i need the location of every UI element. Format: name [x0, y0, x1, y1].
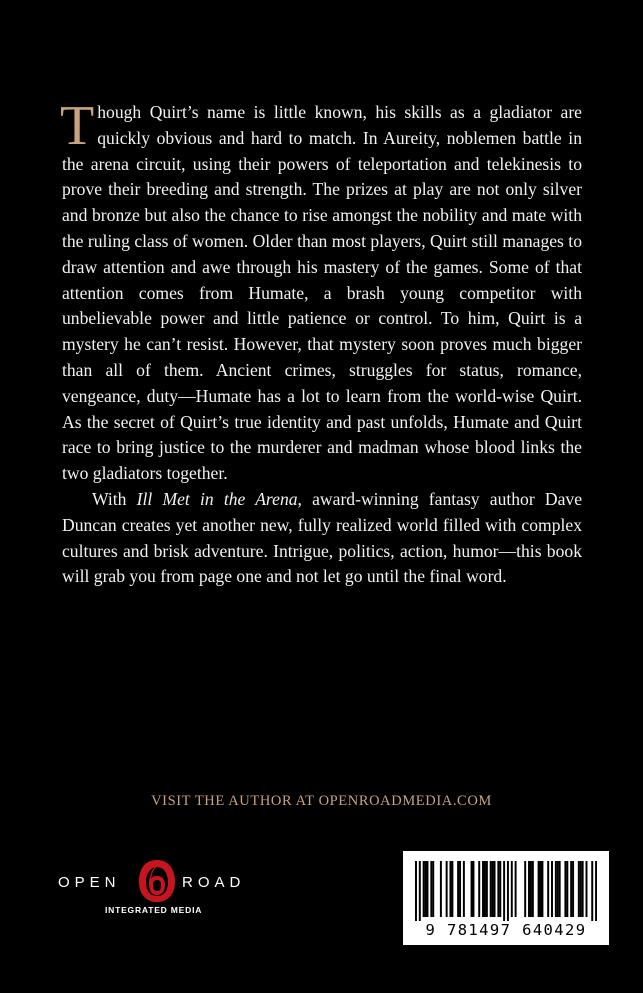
barcode-bar	[471, 861, 473, 917]
barcode-bar	[430, 861, 432, 917]
barcode-bar	[440, 861, 442, 917]
barcode-bar	[570, 861, 572, 917]
blurb-paragraph-2	[62, 487, 582, 590]
barcode-bar	[478, 861, 480, 917]
barcode-bar	[515, 861, 517, 917]
barcode-bar	[423, 861, 425, 917]
barcode-bar	[425, 861, 427, 917]
barcode-bar	[591, 861, 593, 921]
barcode-bar	[497, 861, 499, 917]
barcode-bar	[582, 861, 584, 917]
barcode-bar	[586, 861, 588, 917]
blurb-paragraph-2-prefix: With	[92, 488, 137, 509]
barcode-bar	[492, 861, 494, 917]
barcode-bar	[486, 861, 488, 917]
barcode-bar	[494, 861, 496, 917]
barcode-bar	[564, 861, 566, 917]
barcode-bar	[595, 861, 597, 921]
book-title: Ill Met in the Arena	[136, 488, 298, 509]
barcode-bar	[528, 861, 530, 917]
barcode-bar	[472, 861, 474, 917]
barcode-bar	[451, 861, 453, 917]
barcode-bar	[578, 861, 580, 917]
logo-subtitle: INTEGRATED MEDIA	[105, 905, 203, 915]
barcode-bar	[499, 861, 501, 917]
blurb-paragraph-1-text: hough Quirt’s name is little known, his skills as a gladiator are quickly obvious and hard to match. In Aureity, noblemen battle in the arena circuit, using their powers of teleportation and telekinesis to prove their breeding and strength. The prizes at play are not only silver and bronze but also the chance to rise amongst the nobility and mate with the ruling class of women. Older than most players, Quirt still manages to draw attention and awe through his mastery of the games. Some of that attention comes from Humate, a brash young competitor with unbelievable power and little patience or control. To him, Quirt is a mystery he can’t resist. However, that mystery soon proves much bigger than all of them. Ancient crimes, struggles for status, romance, vengeance, duty—Humate has a lot to learn from the world-wise Quirt. As the secret of Quirt’s true identity and past unfolds, Humate and Quirt race to bring justice to the murderer and madman whose blood links the two gladiators together.	[62, 102, 582, 484]
open-road-mark-icon	[138, 858, 176, 904]
logo-word-road: ROAD	[182, 874, 246, 891]
barcode-bar	[572, 861, 574, 917]
barcode-bar	[532, 861, 534, 917]
barcode-bar	[541, 861, 543, 917]
barcode-bar	[540, 861, 542, 917]
blurb-paragraph-1	[60, 95, 582, 487]
barcode-bar	[547, 861, 549, 917]
barcode-bar	[530, 861, 532, 917]
barcode-bar	[557, 861, 559, 917]
blurb-paragraph-2-text: , award-winning fantasy author Dave Duncan creates yet another new, fully realized world filled with complex cultures and brisk adventure. Intrigue, politics, action, humor—this book will grab you from page one and not let go until the final word.	[62, 488, 583, 587]
isbn-barcode	[403, 851, 609, 945]
barcode-bar	[482, 861, 484, 917]
barcode-bar	[446, 861, 448, 917]
barcode-bar	[503, 861, 505, 921]
barcode-bar	[459, 861, 461, 917]
barcode-bar	[457, 861, 459, 917]
barcode-bar	[551, 861, 553, 917]
barcode-bar	[538, 861, 540, 917]
isbn-number: 9 781497 640429	[425, 921, 587, 939]
barcode-bar	[415, 861, 417, 921]
barcode-bar	[559, 861, 561, 917]
barcode-bar	[490, 861, 492, 917]
barcode-bar	[419, 861, 421, 921]
logo-word-open: OPEN	[58, 874, 121, 891]
barcode-bar	[432, 861, 434, 917]
barcode-bar	[449, 861, 451, 917]
barcode-bar	[484, 861, 486, 917]
barcode-bar	[426, 861, 428, 917]
barcode-bar	[463, 861, 465, 917]
barcode-bar	[555, 861, 557, 917]
publisher-logo	[58, 858, 258, 918]
blurb-text	[60, 95, 583, 590]
barcode-bar	[507, 861, 509, 921]
drop-cap: T	[60, 95, 95, 157]
barcode-bar	[566, 861, 568, 917]
barcode-bar	[524, 861, 526, 917]
barcode-bars	[415, 861, 597, 921]
visit-author-line: VISIT THE AUTHOR AT OPENROADMEDIA.COM	[151, 793, 492, 809]
barcode-bar	[511, 861, 513, 917]
barcode-bar	[580, 861, 582, 917]
